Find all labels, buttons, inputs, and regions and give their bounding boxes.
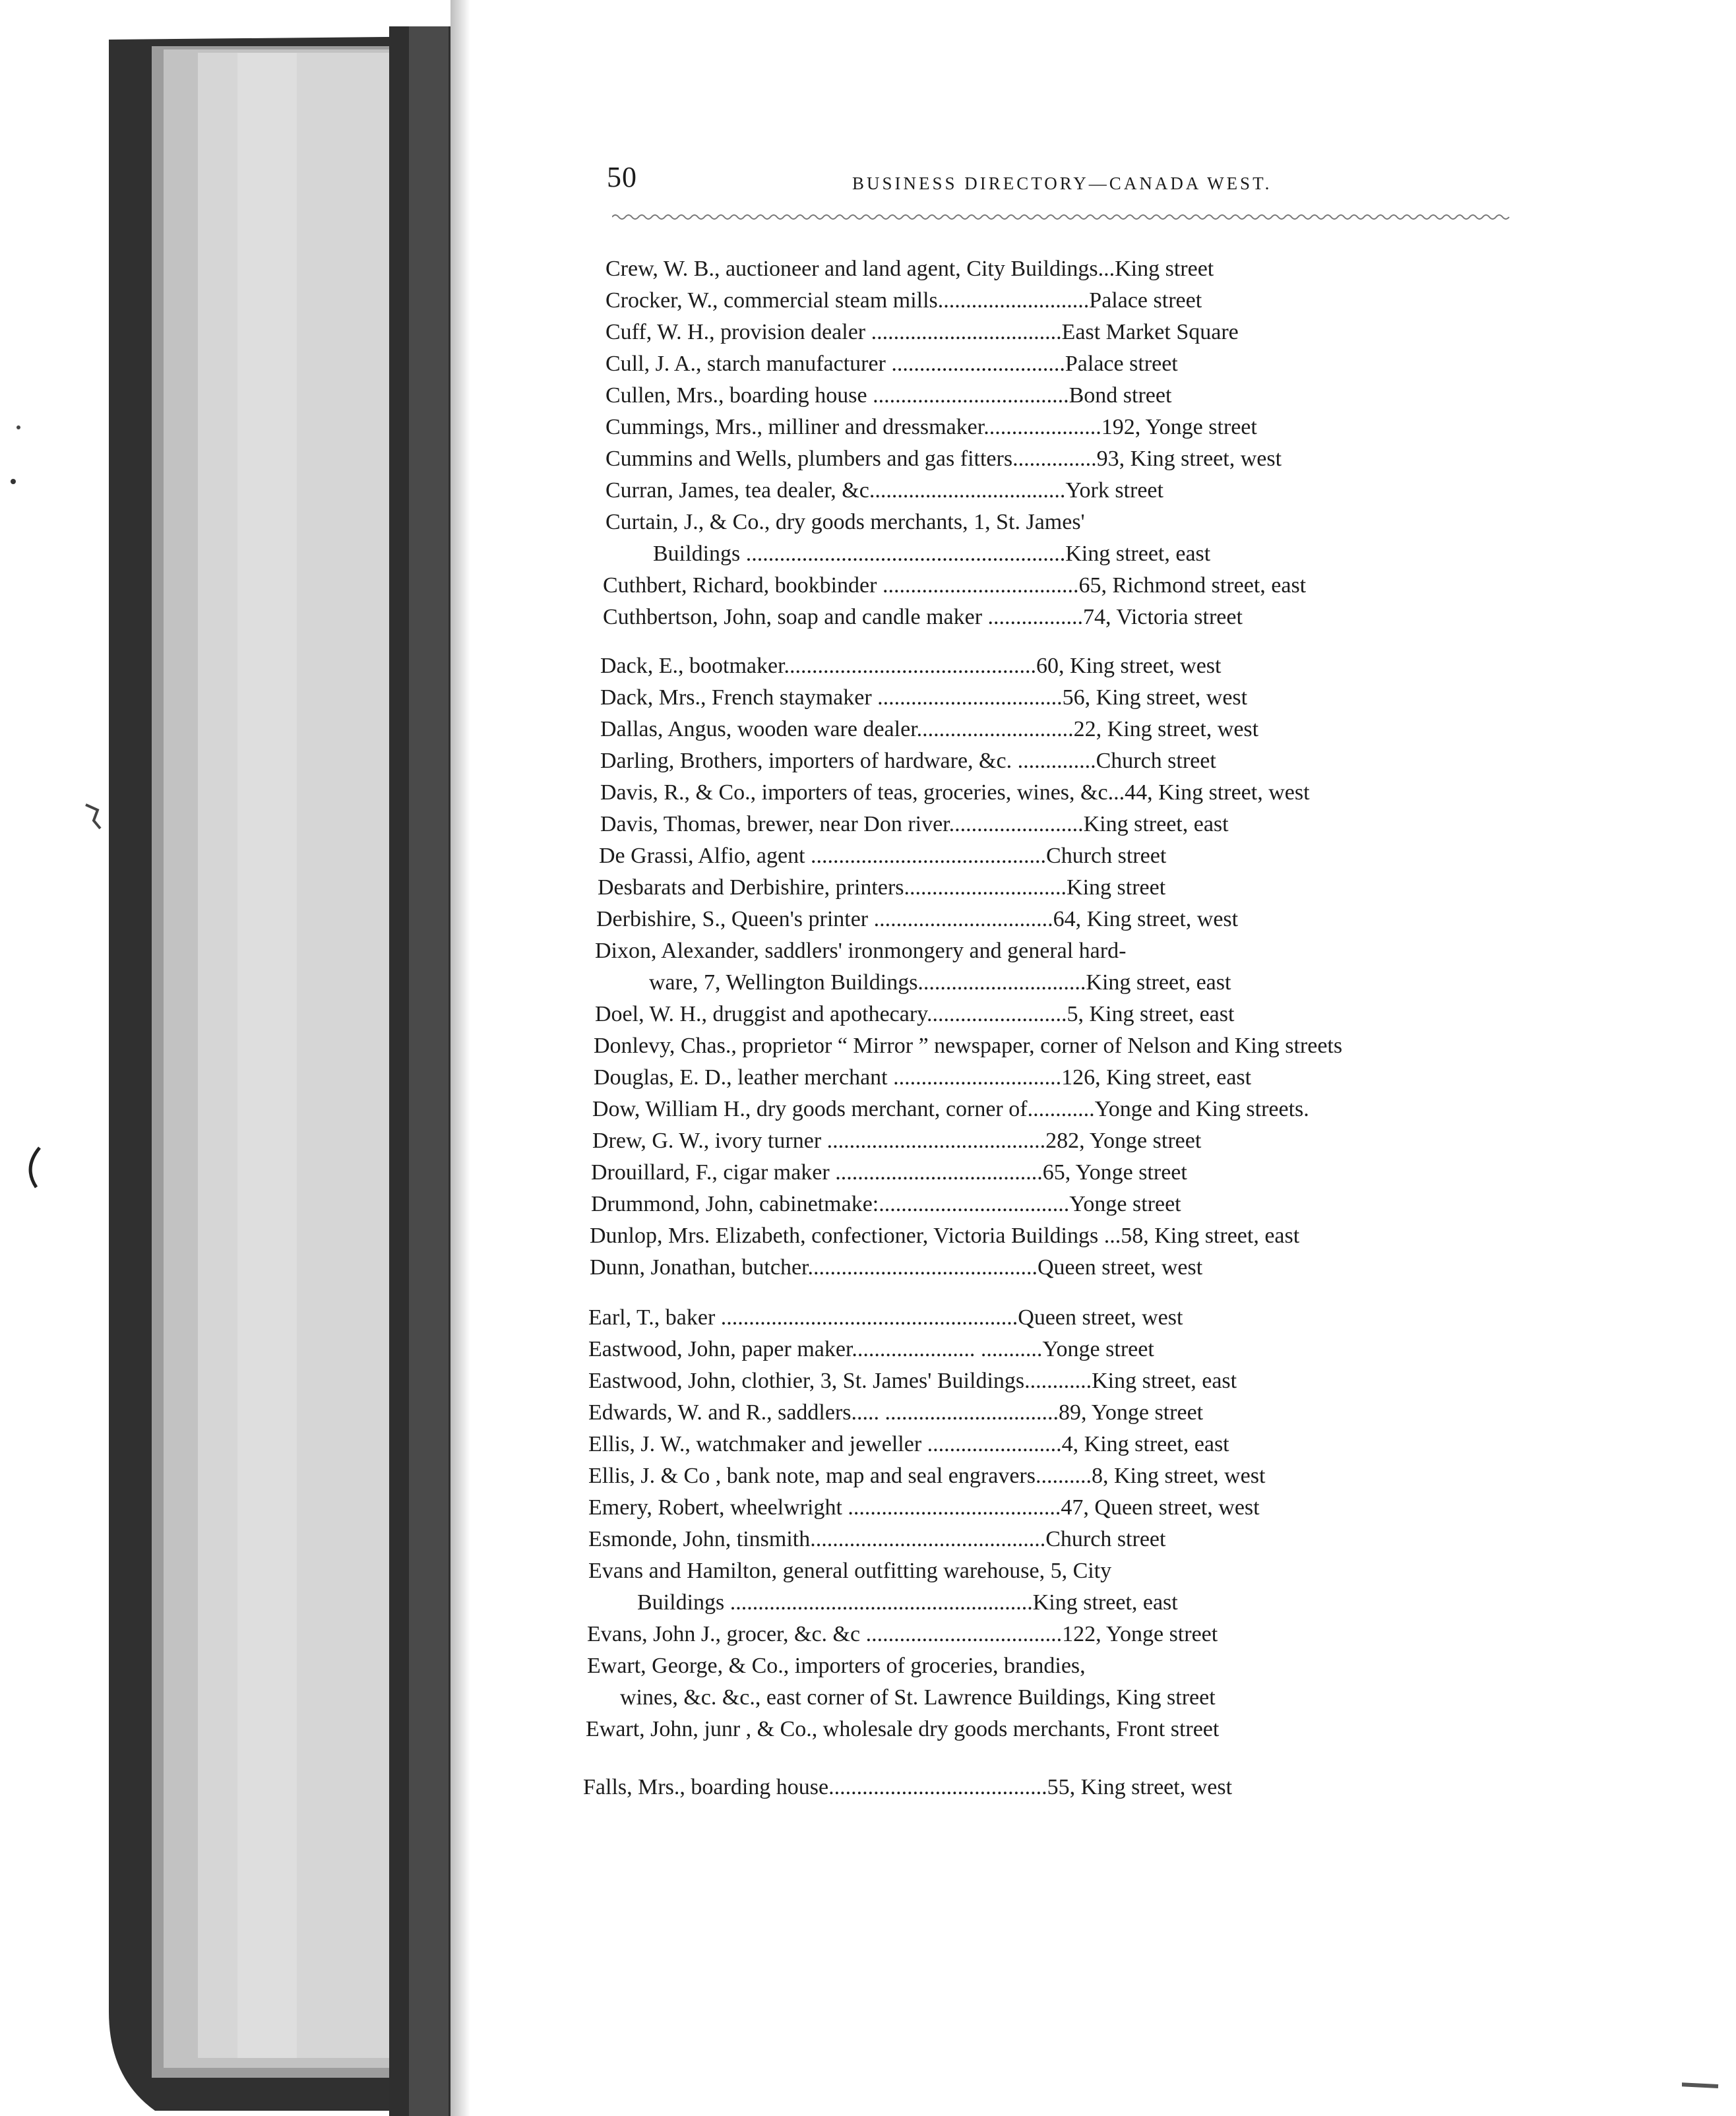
entry-line: Crocker, W., commercial steam mills...........................Palace street <box>605 288 1202 313</box>
entry-line: Dack, E., bootmaker.............................................60, King street, west <box>600 654 1222 678</box>
entry-line: Evans and Hamilton, general outfitting warehouse, 5, City <box>588 1559 1112 1583</box>
entry-line: Donlevy, Chas., proprietor “ Mirror ” newspaper, corner of Nelson and King streets <box>594 1034 1343 1058</box>
entry-line: Desbarats and Derbishire, printers.............................King street <box>598 875 1166 900</box>
entry-line: Ewart, George, & Co., importers of groceries, brandies, <box>587 1654 1086 1678</box>
entry-line: Cull, J. A., starch manufacturer ...............................Palace street <box>605 352 1178 376</box>
entry-line: Davis, Thomas, brewer, near Don river........................King street, east <box>600 812 1229 836</box>
entry-line: Darling, Brothers, importers of hardware, &c. ..............Church street <box>600 749 1216 773</box>
entry-line: Drouillard, F., cigar maker .....................................65, Yonge street <box>591 1160 1187 1185</box>
entry-line: Eastwood, John, paper maker...................... ...........Yonge street <box>588 1337 1154 1361</box>
entry-line: Evans, John J., grocer, &c. &c ...................................122, Yonge street <box>587 1622 1218 1646</box>
entry-line: Earl, T., baker .....................................................Queen street, west <box>588 1305 1183 1330</box>
entry-line: Curran, James, tea dealer, &c...................................York street <box>605 478 1163 503</box>
entry-line: Crew, W. B., auctioneer and land agent, City Buildings...King street <box>605 257 1214 281</box>
entry-line: Cullen, Mrs., boarding house ...................................Bond street <box>605 383 1172 408</box>
entry-line-continued: ware, 7, Wellington Buildings..............................King street, east <box>649 970 1231 995</box>
entry-line: Derbishire, S., Queen's printer ................................64, King street, west <box>596 907 1239 931</box>
entry-line: Dunlop, Mrs. Elizabeth, confectioner, Victoria Buildings ...58, King street, east <box>590 1224 1300 1248</box>
entry-line: Drummond, John, cabinetmake:..................................Yonge street <box>591 1192 1181 1216</box>
page-number: 50 <box>607 161 637 193</box>
entry-line: Dow, William H., dry goods merchant, corner of............Yonge and King streets. <box>592 1097 1309 1121</box>
entry-line: Emery, Robert, wheelwright ......................................47, Queen street, west <box>588 1495 1260 1520</box>
entry-line: Dack, Mrs., French staymaker .................................56, King street, west <box>600 685 1248 710</box>
entry-line: Cummins and Wells, plumbers and gas fitters...............93, King street, west <box>605 447 1282 471</box>
entry-line: Ellis, J. & Co , bank note, map and seal engravers..........8, King street, west <box>588 1464 1266 1488</box>
entry-line: Dixon, Alexander, saddlers' ironmongery and general hard- <box>595 939 1127 963</box>
entry-line: Douglas, E. D., leather merchant ..............................126, King street, east <box>594 1065 1252 1090</box>
entry-line: Ewart, John, junr , & Co., wholesale dry goods merchants, Front street <box>586 1717 1220 1741</box>
entry-line-continued: wines, &c. &c., east corner of St. Lawrence Buildings, King street <box>620 1685 1216 1710</box>
running-title: BUSINESS DIRECTORY—CANADA WEST. <box>852 173 1272 193</box>
entry-line-continued: Buildings .........................................................King street, east <box>653 542 1211 566</box>
entry-line: Drew, G. W., ivory turner .......................................282, Yonge street <box>592 1129 1202 1153</box>
entry-line: Esmonde, John, tinsmith..........................................Church street <box>588 1527 1166 1551</box>
entry-line: Cuff, W. H., provision dealer ..................................East Market Square <box>605 320 1239 344</box>
entry-line: Falls, Mrs., boarding house.......................................55, King street, west <box>583 1775 1233 1799</box>
entry-line: Dunn, Jonathan, butcher.........................................Queen street, west <box>590 1255 1203 1280</box>
entry-line: Doel, W. H., druggist and apothecary.........................5, King street, east <box>595 1002 1235 1026</box>
entry-line: Cuthbertson, John, soap and candle maker .................74, Victoria street <box>603 605 1243 629</box>
entry-line: Edwards, W. and R., saddlers..... ...............................89, Yonge street <box>588 1400 1204 1425</box>
entry-line: Ellis, J. W., watchmaker and jeweller ........................4, King street, east <box>588 1432 1229 1456</box>
entry-line: Dallas, Angus, wooden ware dealer............................22, King street, west <box>600 717 1259 741</box>
entry-line-continued: Buildings ......................................................King street, east <box>637 1590 1178 1615</box>
entry-line: Cummings, Mrs., milliner and dressmaker.....................192, Yonge street <box>605 415 1257 439</box>
entry-line: Curtain, J., & Co., dry goods merchants, 1, St. James' <box>605 510 1085 534</box>
entry-line: Davis, R., & Co., importers of teas, groceries, wines, &c...44, King street, west <box>600 780 1310 805</box>
entry-line: Eastwood, John, clothier, 3, St. James' Buildings............King street, east <box>588 1369 1237 1393</box>
entry-line: De Grassi, Alfio, agent ..........................................Church street <box>599 844 1167 868</box>
entry-line: Cuthbert, Richard, bookbinder ...................................65, Richmond street, east <box>603 573 1307 598</box>
